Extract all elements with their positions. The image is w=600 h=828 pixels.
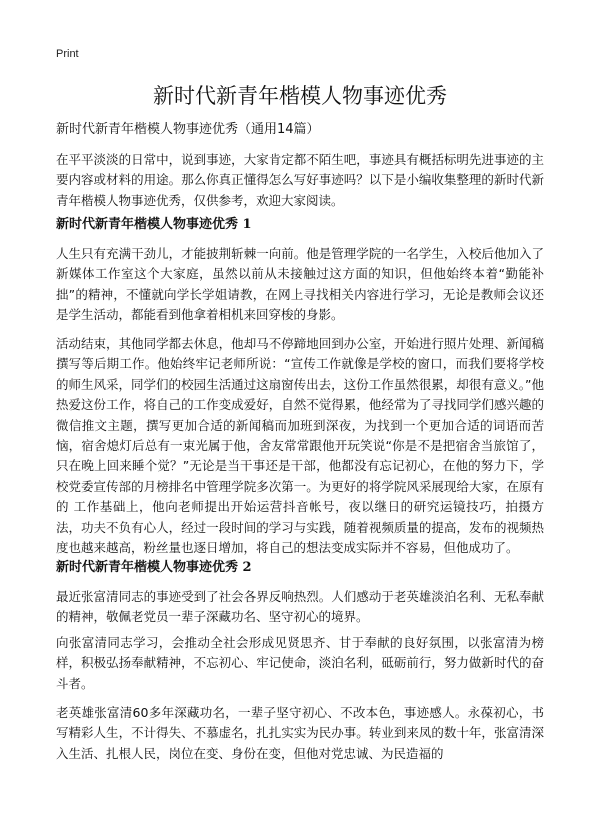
section-1-paragraph-1: 人生只有充满干劲儿，才能披荆斩棘一向前。他是管理学院的一名学生，入校后他加入了新媒体工作室这个大家庭，虽然以前从未接触过这方面的知识，但他始终本着“勤能补拙”的精神，不懂就向学长学姐请教，在网上寻找相关内容进行学习，无论是教师会议还是学生活动，都能看到他拿着相机来回穿梭的身影。	[56, 246, 544, 323]
section-2-paragraph-3: 老英雄张富清60多年深藏功名，一辈子坚守初心、不改本色，事迹感人。永葆初心，书写精彩人生，不计得失、不慕虚名，扎扎实实为民办事。转业到来凤的数十年，张富清深入生活、扎根人民，岗位在变、身份在变，但他对党忠诚、为民造福的	[56, 705, 544, 761]
print-link[interactable]: Print	[56, 48, 79, 60]
article-subtitle: 新时代新青年楷模人物事迹优秀（通用14篇）	[56, 122, 320, 137]
section-2-paragraph-2: 向张富清同志学习，会推动全社会形成见贤思齐、甘于奉献的良好氛围，以张富清为榜样，积极弘扬奉献精神，不忘初心、牢记使命，淡泊名利，砥砺前行，努力做新时代的奋斗者。	[56, 635, 544, 691]
section-heading-2: 新时代新青年楷模人物事迹优秀 2	[56, 560, 252, 575]
intro-paragraph: 在平平淡淡的日常中，说到事迹，大家肯定都不陌生吧，事迹具有概括标明先进事迹的主要内容或材料的用途。那么你真正懂得怎么写好事迹吗？以下是小编收集整理的新时代新青年楷模人物事迹优秀，仅供参考，欢迎大家阅读。	[56, 152, 544, 208]
section-1-paragraph-2: 活动结束，其他同学都去休息，他却马不停蹄地回到办公室，开始进行照片处理、新闻稿撰写等后期工作。他始终牢记老师所说：“宣传工作就像是学校的窗口，而我们要将学校的师生风采，同学们的校园生活通过这扇窗传出去，这份工作虽然很累，却很有意义。”他热爱这份工作，将自己的工作变成爱好，自然不觉得累，他经常为了寻找同学们感兴趣的微信推文主题，撰写更加合适的新闻稿而加班到深夜，为找到一个更加合适的词语而苦恼，宿舍熄灯后总有一束光属于他，舍友常常跟他开玩笑说“你是不是把宿舍当旅馆了，只在晚上回来睡个觉？”无论是当干事还是干部，他都没有忘记初心，在他的努力下，学校党委宣传部的月榜排名中管理学院多次第一。为更好的将学院风采展现给大家，在原有的 工作基础上，他向老师提出开始运营抖音帐号，夜以继日的研究运镜技巧，拍摄方法，功夫不负有心人，经过一段时间的学习与实践，随着视频质量的提高，发布的视频热度也越来越高，粉丝量也逐日增加，将自己的想法变成实际并不容易，但他成功了。	[56, 336, 544, 556]
section-2-paragraph-1: 最近张富清同志的事迹受到了社会各界反响热烈。人们感动于老英雄淡泊名利、无私奉献的精神，敬佩老党员一辈子深藏功名、坚守初心的境界。	[56, 589, 544, 625]
section-heading-1: 新时代新青年楷模人物事迹优秀 1	[56, 217, 252, 232]
page-title: 新时代新青年楷模人物事迹优秀	[153, 84, 447, 108]
